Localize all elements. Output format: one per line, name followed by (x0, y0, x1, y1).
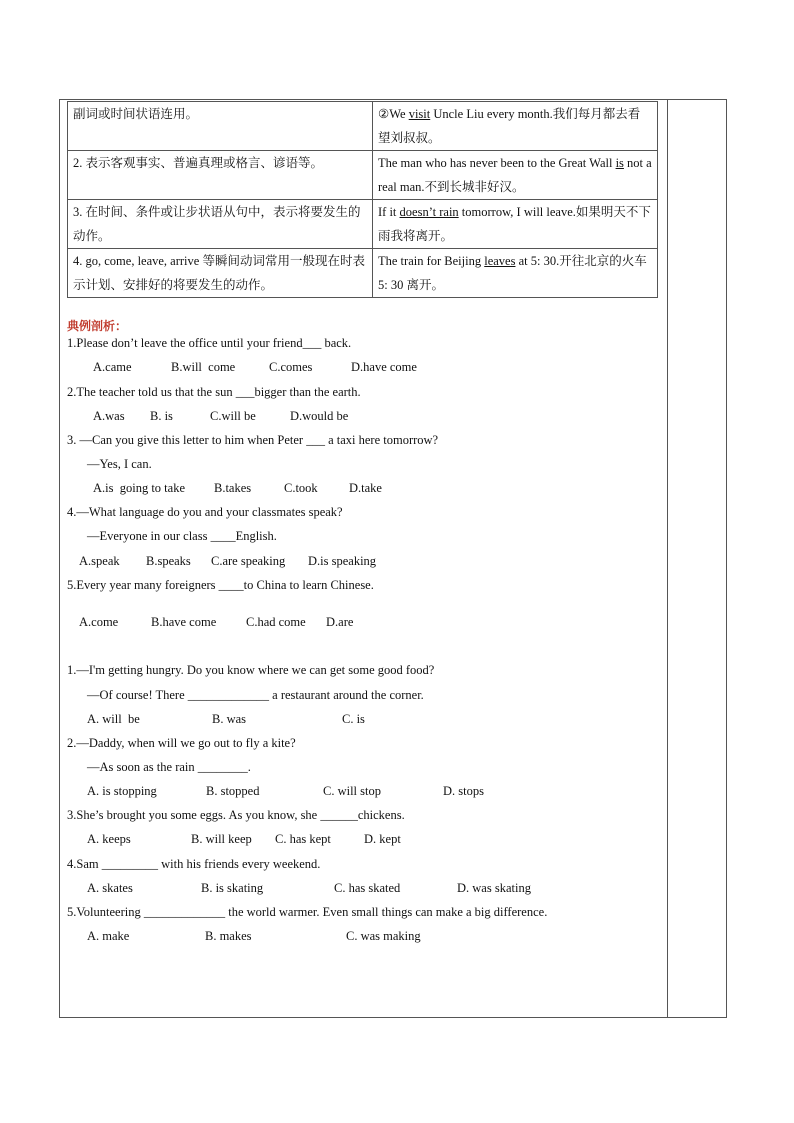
option: C.will be (210, 409, 256, 423)
option: C. has skated (334, 881, 401, 895)
example-cell (373, 151, 658, 200)
question-3-reply: —Yes, I can. (87, 457, 152, 471)
option: A. is stopping (87, 784, 157, 798)
option: D.take (349, 481, 382, 495)
question-1-reply: —Of course! There _____________ a restaurant around the corner. (87, 688, 424, 702)
option: B.will come (171, 360, 236, 374)
option: C.had come (246, 615, 306, 629)
option: B.speaks (146, 554, 191, 568)
option: D.are (326, 615, 354, 629)
option: C.comes (269, 360, 313, 374)
question-1: 1.—I'm getting hungry. Do you know where we can get some good food? (67, 663, 435, 677)
option: A.was (93, 409, 125, 423)
option: A. make (87, 929, 130, 943)
option: B. was (212, 712, 247, 726)
example-text: tomorrow, I will leave.如果明天不下雨我将离开。 (378, 205, 651, 243)
option: B. will keep (191, 832, 252, 846)
question-1: 1.Please don’t leave the office until your friend___ back. (67, 336, 352, 350)
table-row (68, 200, 658, 249)
option: D. kept (364, 832, 401, 846)
option: B. makes (205, 929, 252, 943)
table-row (68, 102, 658, 151)
example-text: not a real man.不到长城非好汉。 (378, 156, 652, 194)
example-underlined: is (615, 156, 624, 170)
question-2: 2.—Daddy, when will we go out to fly a kite? (67, 736, 296, 750)
option: A.is going to take (93, 481, 186, 495)
example-underlined: leaves (484, 254, 516, 268)
option: A. skates (87, 881, 133, 895)
question-5: 5.Every year many foreigners ____to China to learn Chinese. (67, 578, 374, 592)
table-row (68, 249, 658, 298)
option: D. was skating (457, 881, 531, 895)
question-3: 3. —Can you give this letter to him when Peter ___ a taxi here tomorrow? (67, 433, 439, 447)
example-text: The train for Beijing (378, 254, 485, 268)
grammar-table (67, 101, 658, 298)
example-text: Uncle Liu every month.我们每月都去看望刘叔叔。 (378, 107, 641, 145)
example-text: ②We (378, 107, 409, 121)
question-2: 2.The teacher told us that the sun ___bigger than the earth. (67, 385, 361, 399)
option: D.would be (290, 409, 349, 423)
option: C.are speaking (211, 554, 286, 568)
option: A.came (93, 360, 132, 374)
question-5: 5.Volunteering _____________ the world warmer. Even small things can make a big difference. (67, 905, 548, 919)
example-underlined: doesn’t rain (399, 205, 459, 219)
rule-cell: 3. 在时间、条件或让步状语从句中，表示将要发生的动作。 (68, 200, 373, 249)
option: C. is (342, 712, 365, 726)
question-2-reply: —As soon as the rain ________. (87, 760, 251, 774)
example-cell (373, 249, 658, 298)
rule-cell: 4. go, come, leave, arrive 等瞬间动词常用一般现在时表示计划、安排好的将要发生的动作。 (68, 249, 373, 298)
question-4: 4.Sam _________ with his friends every weekend. (67, 857, 321, 871)
example-text: at 5: 30.开往北京的火车 5: 30 离开。 (378, 254, 647, 292)
option: B. is (150, 409, 173, 423)
option: C. will stop (323, 784, 381, 798)
option: C. has kept (275, 832, 331, 846)
option: B.takes (214, 481, 252, 495)
example-underlined: visit (408, 107, 431, 121)
example-cell (373, 102, 658, 151)
rule-cell: 副词或时间状语连用。 (68, 102, 373, 151)
option: A.come (79, 615, 119, 629)
option: A. keeps (87, 832, 131, 846)
option: D. stops (443, 784, 484, 798)
option: C. was making (346, 929, 421, 943)
question-4-reply: —Everyone in our class ____English. (87, 529, 277, 543)
question-4: 4.—What language do you and your classmates speak? (67, 505, 343, 519)
option: D.have come (351, 360, 417, 374)
option: D.is speaking (308, 554, 377, 568)
rule-cell: 2. 表示客观事实、普遍真理或格言、谚语等。 (68, 151, 373, 200)
table-row (68, 151, 658, 200)
option: A. will be (87, 712, 140, 726)
example-cell (373, 200, 658, 249)
option: A.speak (79, 554, 120, 568)
question-3: 3.She’s brought you some eggs. As you know, she ______chickens. (67, 808, 405, 822)
example-text: If it (378, 205, 400, 219)
example-text: The man who has never been to the Great Wall (378, 156, 616, 170)
frame-divider (667, 99, 668, 1018)
option: B. is skating (201, 881, 264, 895)
option: C.took (284, 481, 318, 495)
option: B.have come (151, 615, 217, 629)
section-title: 典例剖析： (67, 319, 128, 333)
option: B. stopped (206, 784, 260, 798)
